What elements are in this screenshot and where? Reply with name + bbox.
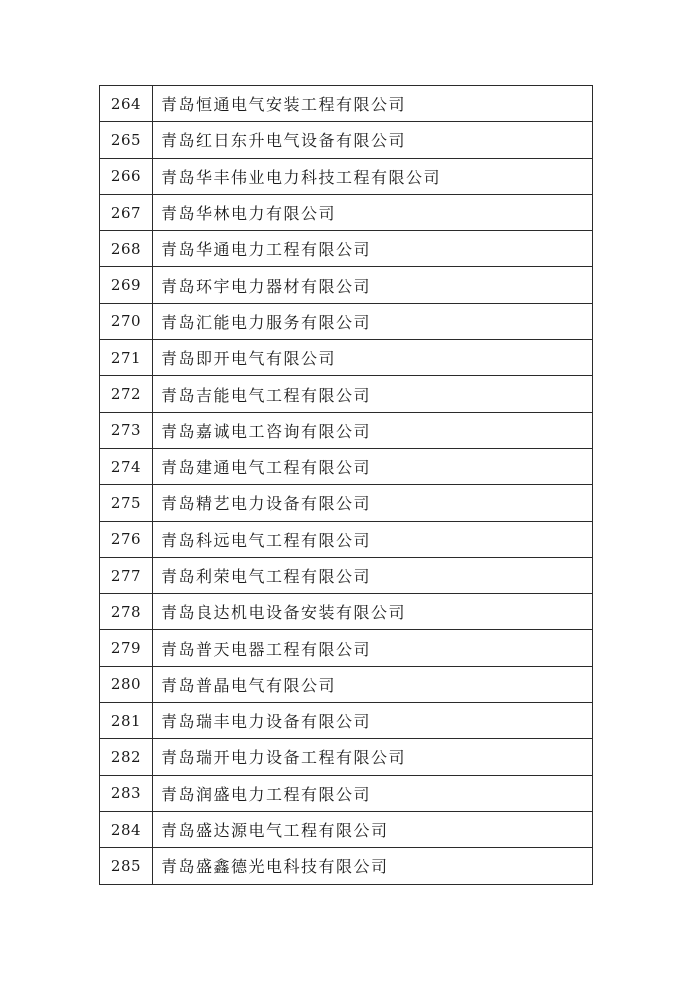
row-number: 276 <box>100 521 153 557</box>
company-name: 青岛普晶电气有限公司 <box>153 666 593 702</box>
row-number: 279 <box>100 630 153 666</box>
company-name: 青岛精艺电力设备有限公司 <box>153 485 593 521</box>
company-name: 青岛吉能电气工程有限公司 <box>153 376 593 412</box>
company-name: 青岛恒通电气安装工程有限公司 <box>153 86 593 122</box>
company-name: 青岛华通电力工程有限公司 <box>153 231 593 267</box>
company-name: 青岛润盛电力工程有限公司 <box>153 775 593 811</box>
table-row <box>100 557 593 593</box>
row-number: 277 <box>100 557 153 593</box>
row-number: 282 <box>100 739 153 775</box>
row-number: 275 <box>100 485 153 521</box>
company-name: 青岛嘉诚电工咨询有限公司 <box>153 412 593 448</box>
row-number: 285 <box>100 848 153 884</box>
company-name: 青岛汇能电力服务有限公司 <box>153 303 593 339</box>
row-number: 281 <box>100 703 153 739</box>
table-row <box>100 848 593 884</box>
table-row <box>100 340 593 376</box>
row-number: 268 <box>100 231 153 267</box>
table-row <box>100 231 593 267</box>
table-row <box>100 86 593 122</box>
row-number: 264 <box>100 86 153 122</box>
row-number: 271 <box>100 340 153 376</box>
table-row <box>100 448 593 484</box>
row-number: 284 <box>100 811 153 847</box>
table-row <box>100 739 593 775</box>
company-list-table <box>99 85 593 885</box>
table-row <box>100 521 593 557</box>
table-row <box>100 485 593 521</box>
table-row <box>100 775 593 811</box>
row-number: 272 <box>100 376 153 412</box>
table-row <box>100 811 593 847</box>
company-name: 青岛华林电力有限公司 <box>153 194 593 230</box>
table-row <box>100 412 593 448</box>
table-row <box>100 376 593 412</box>
row-number: 267 <box>100 194 153 230</box>
company-list-body <box>100 86 593 885</box>
table-row <box>100 594 593 630</box>
row-number: 269 <box>100 267 153 303</box>
row-number: 283 <box>100 775 153 811</box>
row-number: 273 <box>100 412 153 448</box>
table-row <box>100 122 593 158</box>
company-name: 青岛瑞开电力设备工程有限公司 <box>153 739 593 775</box>
company-name: 青岛盛达源电气工程有限公司 <box>153 811 593 847</box>
company-name: 青岛普天电器工程有限公司 <box>153 630 593 666</box>
company-name: 青岛华丰伟业电力科技工程有限公司 <box>153 158 593 194</box>
row-number: 274 <box>100 448 153 484</box>
company-name: 青岛红日东升电气设备有限公司 <box>153 122 593 158</box>
row-number: 266 <box>100 158 153 194</box>
company-name: 青岛科远电气工程有限公司 <box>153 521 593 557</box>
company-name: 青岛建通电气工程有限公司 <box>153 448 593 484</box>
table-row <box>100 267 593 303</box>
company-name: 青岛盛鑫德光电科技有限公司 <box>153 848 593 884</box>
table-row <box>100 630 593 666</box>
company-name: 青岛即开电气有限公司 <box>153 340 593 376</box>
company-name: 青岛良达机电设备安装有限公司 <box>153 594 593 630</box>
row-number: 278 <box>100 594 153 630</box>
table-row <box>100 158 593 194</box>
table-row <box>100 303 593 339</box>
company-name: 青岛利荣电气工程有限公司 <box>153 557 593 593</box>
company-name: 青岛环宇电力器材有限公司 <box>153 267 593 303</box>
table-row <box>100 194 593 230</box>
table-row <box>100 666 593 702</box>
table-row <box>100 703 593 739</box>
row-number: 280 <box>100 666 153 702</box>
row-number: 265 <box>100 122 153 158</box>
row-number: 270 <box>100 303 153 339</box>
company-name: 青岛瑞丰电力设备有限公司 <box>153 703 593 739</box>
